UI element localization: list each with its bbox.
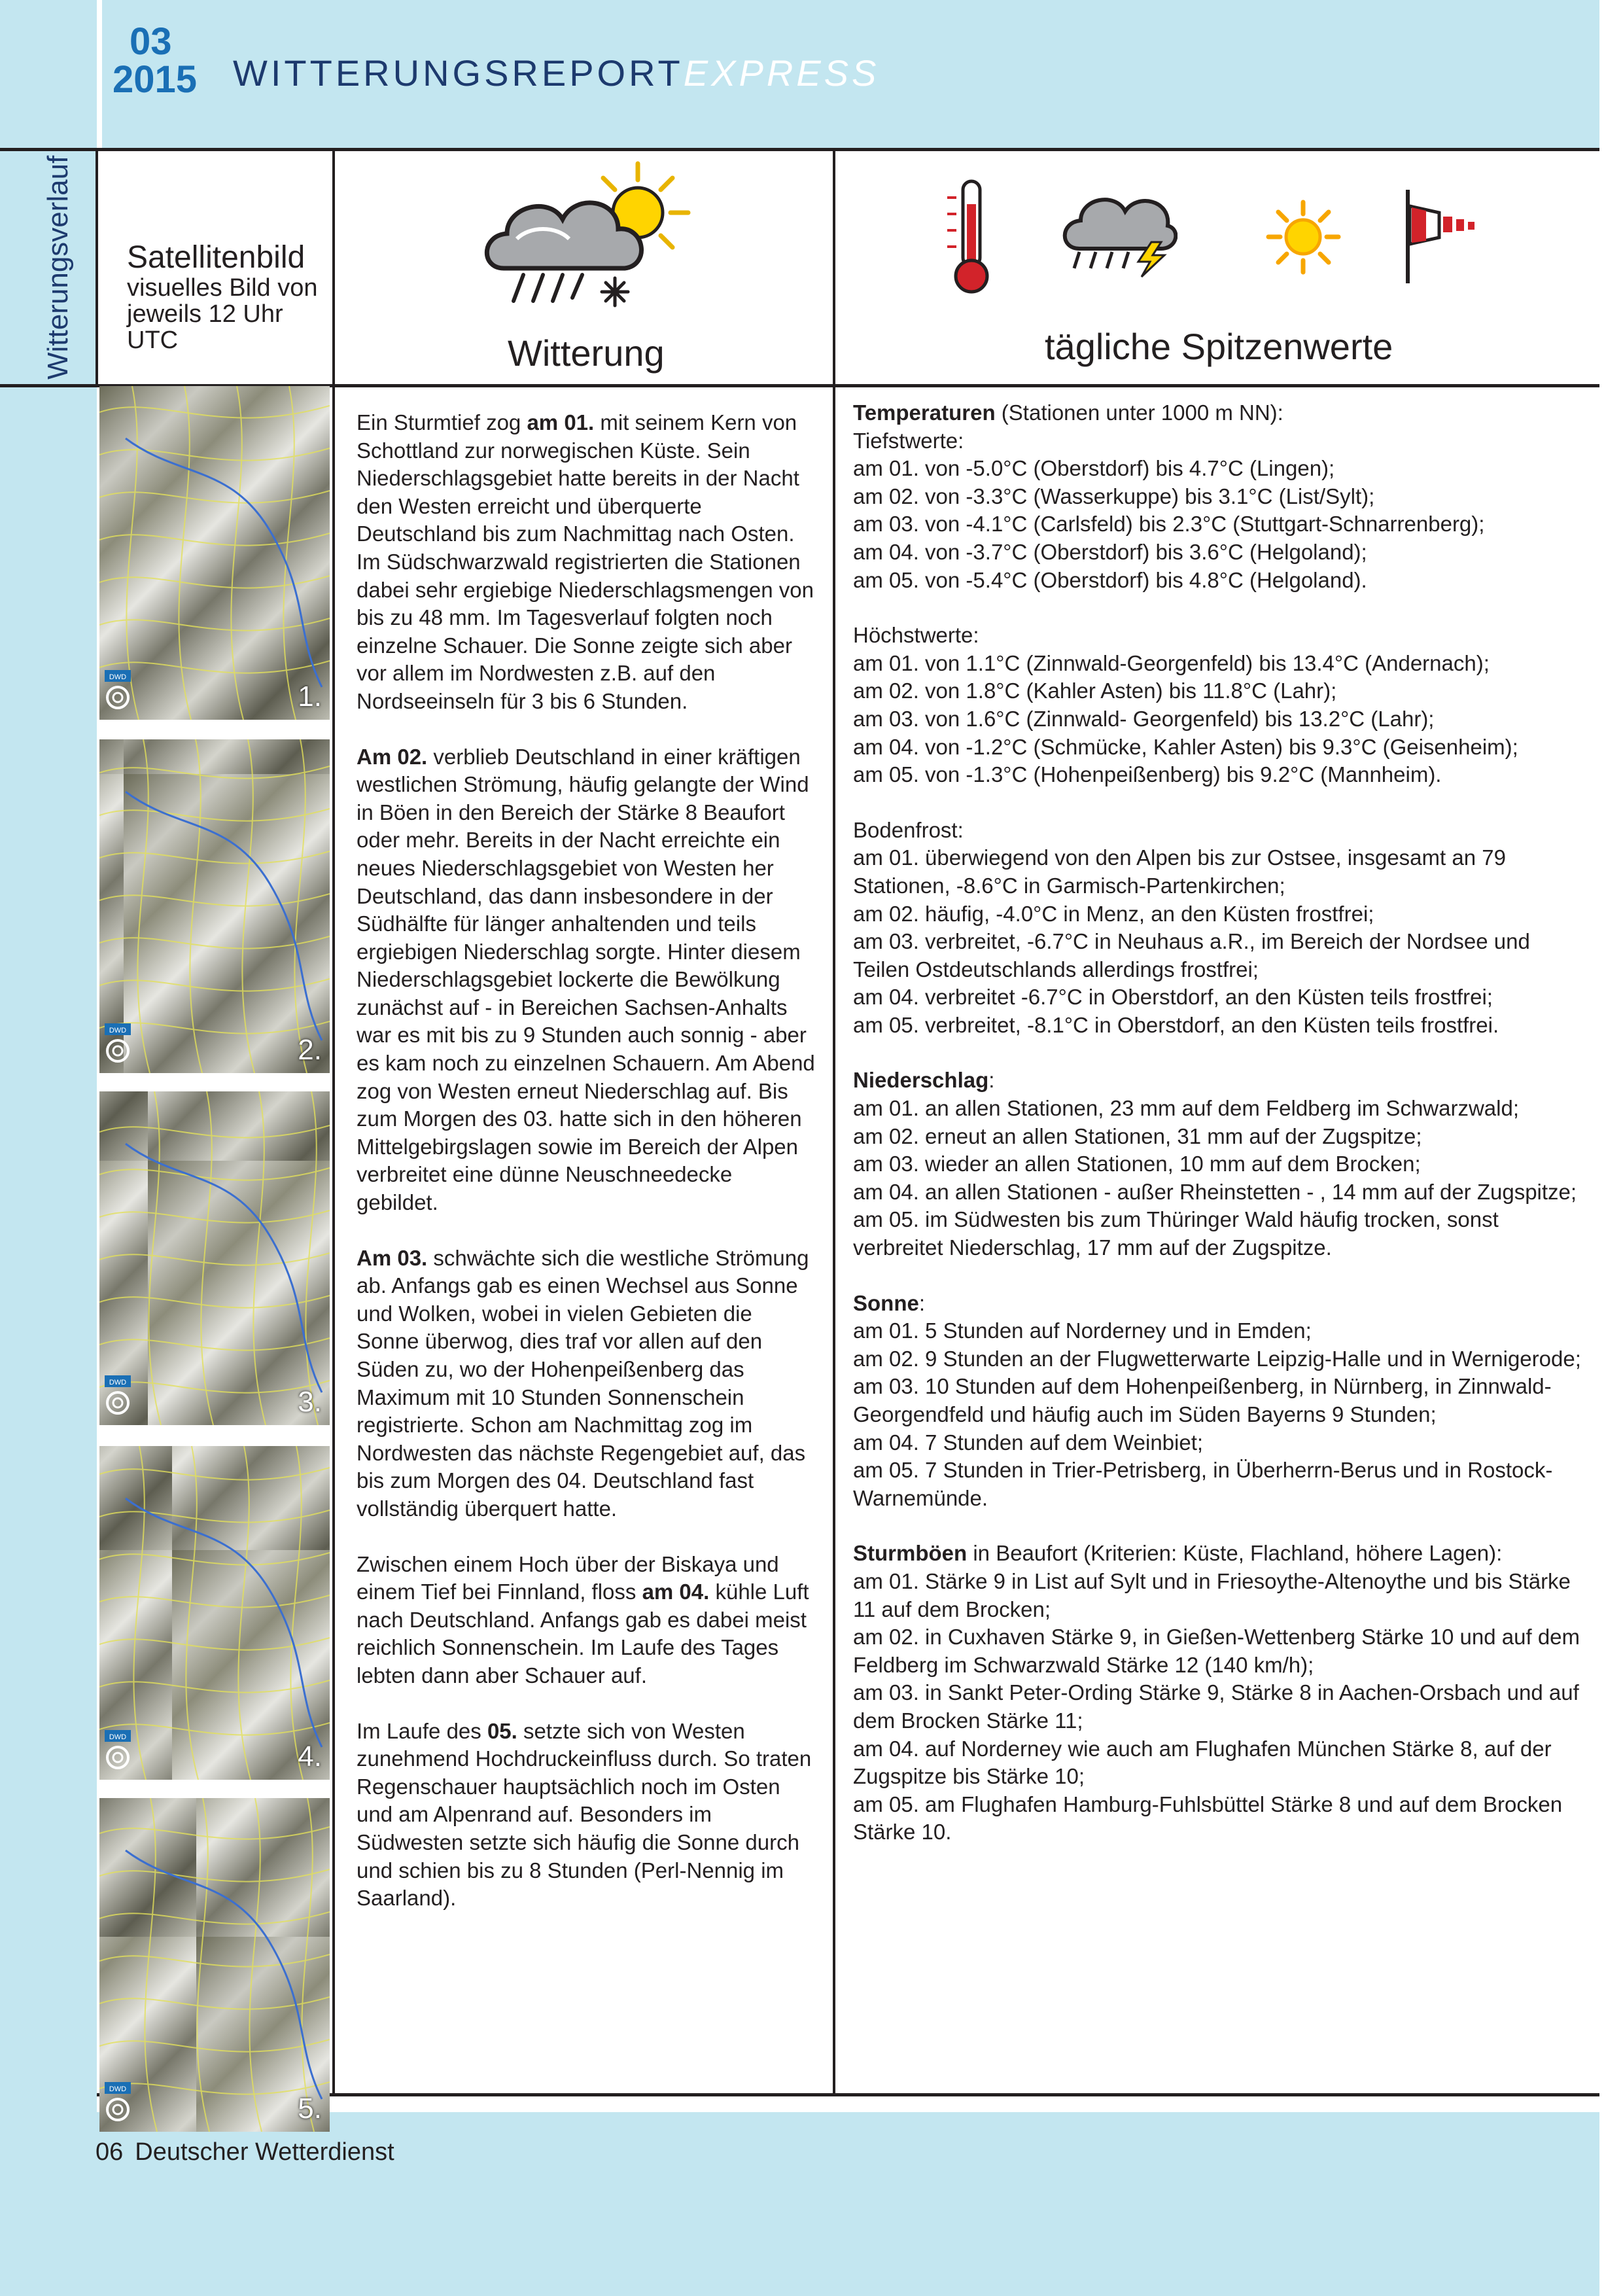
peaks-line: am 05. von -1.3°C (Hohenpeißenberg) bis 9.2°C (Mannheim). [853, 762, 1442, 787]
satellite-image [99, 739, 330, 1073]
satellite-image-label: 3. [298, 1386, 322, 1418]
date-highlight: Am 03. [357, 1245, 428, 1270]
satellite-image-label: 5. [298, 2093, 322, 2125]
weather-paragraph: Am 02. verblieb Deutschland in einer kräftigen westlichen Strömung, häufig gelangte der Wind in Böen in den Bereich der Stärke 8 Beaufort oder mehr. Bereits in der Nacht erreichte ein neues Niederschlagsgebiet von Westen her Deutschland, das dann insbesondere in der Südhälfte für länger anhaltenden und teils ergiebigen Niederschlag sorgte. Hinter diesem Niederschlagsgebiet lockerte die Bewölkung zunächst auf - in Bereichen Sachsen-Anhalts war es mit bis zu 9 Stunden auch sonnig - aber es kam noch zu einzelnen Schauern. Am Abend zog von Westen erneut Niederschlag auf. Bis zum Morgen des 03. hatte sich in den höheren Mittelgebirgslagen sowie im Bereich der Alpen verbreitet eine dünne Neuschneedecke gebildet. [357, 744, 815, 1215]
peaks-line: am 05. am Flughafen Hamburg-Fuhlsbüttel Stärke 8 und auf dem Brocken Stärke 10. [853, 1792, 1563, 1845]
peaks-line: am 04. auf Norderney wie auch am Flughafen München Stärke 8, auf der Zugspitze bis Stärke 10; [853, 1736, 1552, 1789]
peaks-section [853, 399, 1586, 594]
peaks-line: am 02. von 1.8°C (Kahler Asten) bis 11.8°C (Lahr); [853, 679, 1337, 703]
peaks-line: am 01. Stärke 9 in List auf Sylt und in Friesoythe-Altenoythe und bis Stärke 11 auf dem Brocken; [853, 1568, 1571, 1621]
peaks-line: am 03. verbreitet, -6.7°C in Neuhaus a.R., im Bereich der Nordsee und Teilen Ostdeutschlands allerdings frostfrei; [853, 929, 1530, 981]
satellite-image-label: 1. [298, 680, 322, 713]
weather-paragraph: Am 03. schwächte sich die westliche Strömung ab. Anfangs gab es einen Wechsel aus Sonne und Wolken, wobei in vielen Gebieten die Sonne überwog, dies traf vor allen auf den Süden zu, wo der Hohenpeißenberg das Maximum mit 10 Stunden Sonnenschein registrierte. Schon am Nachmittag zog im Nordwesten das nächste Regengebiet auf, das bis zum Morgen des 04. Deutschland fast vollständig überquert hatte. [357, 1245, 809, 1521]
satellite-title: Satellitenbild [127, 240, 305, 275]
satellite-image [99, 386, 330, 720]
masthead-title [233, 54, 879, 93]
peaks-section-heading: Bodenfrost: [853, 817, 964, 842]
date-highlight: am 04. [642, 1580, 710, 1604]
side-label: Witterungsverlauf [42, 155, 74, 380]
peaks-section [853, 1290, 1586, 1513]
masthead-accent: EXPRESS [683, 52, 880, 94]
peaks-column-heading: tägliche Spitzenwerte [1045, 326, 1393, 367]
satellite-borders [99, 386, 330, 720]
dwd-logo-icon [105, 2082, 131, 2124]
dwd-logo-icon [105, 1023, 131, 1065]
peaks-line: Tiefstwerte: [853, 428, 964, 453]
publisher-name: Deutscher Wetterdienst [135, 2138, 394, 2166]
peaks-line: am 04. verbreitet -6.7°C in Oberstdorf, an den Küsten teils frostfrei; [853, 985, 1493, 1010]
peaks-line: am 03. 10 Stunden auf dem Hohenpeißenberg, in Nürnberg, in Zinnwald-Georgendfeld und häufig auch im Süden Bayerns 9 Stunden; [853, 1374, 1552, 1426]
satellite-subtitle: visuelles Bild von jeweils 12 Uhr UTC [127, 274, 318, 354]
satellite-image-label: 4. [298, 1740, 322, 1773]
satellite-borders [99, 739, 330, 1073]
svg-text:DWD: DWD [109, 1379, 127, 1386]
divider-right [833, 149, 835, 2095]
date-highlight: Am 02. [357, 744, 428, 769]
peaks-line: am 04. an allen Stationen - außer Rheinstetten - , 14 mm auf der Zugspitze; [853, 1179, 1577, 1204]
peaks-line: am 02. 9 Stunden an der Flugwetterwarte Leipzig-Halle und in Wernigerode; [853, 1346, 1581, 1371]
peaks-section [853, 1540, 1586, 1846]
peaks-section-heading: Sonne: [853, 1290, 926, 1315]
weather-column-heading: Witterung [508, 332, 665, 374]
section-title: Sonne [853, 1290, 919, 1315]
peaks-section-heading: Niederschlag: [853, 1068, 995, 1093]
peaks-line: am 02. in Cuxhaven Stärke 9, in Gießen-Wettenberg Stärke 10 und auf dem Feldberg im Schwarzwald Stärke 12 (140 km/h); [853, 1625, 1580, 1677]
peaks-line: am 05. im Südwesten bis zum Thüringer Wald häufig trocken, sonst verbreitet Niederschlag, 17 mm auf der Zugspitze. [853, 1207, 1499, 1260]
peaks-line: am 04. 7 Stunden auf dem Weinbiet; [853, 1430, 1204, 1455]
left-margin-band [0, 149, 97, 2112]
satellite-borders [99, 1446, 330, 1780]
windsock-icon [1400, 186, 1492, 285]
peaks-section [853, 622, 1586, 789]
satellite-image [99, 1446, 330, 1780]
satellite-image-label: 2. [298, 1034, 322, 1066]
peaks-line: am 03. wieder an allen Stationen, 10 mm auf dem Brocken; [853, 1152, 1421, 1176]
satellite-image [99, 1091, 330, 1425]
peaks-section [853, 1067, 1586, 1262]
peaks-line: am 03. von -4.1°C (Carlsfeld) bis 2.3°C (Stuttgart-Schnarrenberg); [853, 512, 1485, 537]
page-footer [96, 2138, 406, 2166]
peaks-line: am 01. von -5.0°C (Oberstdorf) bis 4.7°C (Lingen); [853, 456, 1335, 481]
peaks-section-heading: Temperaturen (Stationen unter 1000 m NN): [853, 400, 1283, 425]
issue-year: 2015 [113, 58, 198, 101]
dwd-logo-icon [105, 670, 131, 712]
weather-paragraph: Zwischen einem Hoch über der Biskaya und einem Tief bei Finnland, floss am 04. kühle Luft nach Deutschland. Anfangs gab es dabei meist reichlich Sonnenschein. Im Laufe des Tages lebten dann aber Schauer auf. [357, 1551, 809, 1687]
header-accent-bar [97, 0, 102, 149]
sun-icon [1266, 200, 1341, 275]
peaks-line: am 04. von -3.7°C (Oberstdorf) bis 3.6°C (Helgoland); [853, 539, 1367, 564]
dwd-logo-icon [105, 1730, 131, 1772]
peaks-line: am 03. in Sankt Peter-Ording Stärke 9, Stärke 8 in Aachen-Orsbach und auf dem Brocken Stärke 11; [853, 1680, 1579, 1733]
peaks-line: am 01. überwiegend von den Alpen bis zur Ostsee, insgesamt an 79 Stationen, -8.6°C in Garmisch-Partenkirchen; [853, 845, 1506, 898]
svg-text:DWD: DWD [109, 2085, 127, 2093]
peaks-section-heading: Höchstwerte: [853, 623, 979, 648]
peaks-section [853, 817, 1586, 1040]
peaks-line: am 05. 7 Stunden in Trier-Petrisberg, in Überherrn-Berus und in Rostock-Warnemünde. [853, 1458, 1553, 1510]
peaks-section-heading: Sturmböen in Beaufort (Kriterien: Küste, Flachland, höhere Lagen): [853, 1541, 1503, 1566]
peaks-line: am 01. 5 Stunden auf Norderney und in Emden; [853, 1318, 1312, 1343]
rule-top [0, 148, 1599, 151]
peaks-line: am 03. von 1.6°C (Zinnwald- Georgenfeld) bis 13.2°C (Lahr); [853, 706, 1435, 731]
peaks-line: am 02. von -3.3°C (Wasserkuppe) bis 3.1°C (List/Sylt); [853, 484, 1375, 508]
satellite-image [99, 1798, 330, 2132]
thunderstorm-cloud-icon [1060, 186, 1178, 278]
satellite-borders [99, 1091, 330, 1425]
svg-text:DWD: DWD [109, 1027, 127, 1034]
issue-number: 03 [130, 20, 172, 63]
divider-margin [96, 149, 98, 386]
thermometer-icon [942, 178, 1001, 296]
page-number: 06 [96, 2138, 124, 2166]
svg-text:DWD: DWD [109, 1733, 127, 1741]
section-title: Temperaturen [853, 400, 996, 425]
date-highlight: am 01. [527, 410, 595, 434]
divider-left [332, 149, 335, 2095]
peaks-line: am 05. verbreitet, -8.1°C in Oberstdorf, an den Küsten teils frostfrei. [853, 1012, 1499, 1037]
weather-paragraph: Ein Sturmtief zog am 01. mit seinem Kern von Schottland zur norwegischen Küste. Sein Niederschlagsgebiet hatte bereits in der Nacht den Westen erreicht und überquerte Deutschland bis zum Nachmittag nach Osten. Im Südschwarzwald registrierten die Stationen dabei sehr ergiebige Niederschlagsmengen von bis zu 48 mm. Im Tagesverlauf folgten noch einzelne Schauer. Die Sonne zeigte sich aber vor allem im Nordwesten z.B. auf den Nordseeinseln für 3 bis 6 Stunden. [357, 410, 814, 713]
peaks-line: am 02. erneut an allen Stationen, 31 mm auf der Zugspitze; [853, 1123, 1422, 1148]
cloud-sun-rain-snow-icon [478, 160, 693, 311]
weather-text [357, 409, 818, 1940]
peaks-line: am 04. von -1.2°C (Schmücke, Kahler Asten) bis 9.3°C (Geisenheim); [853, 734, 1518, 759]
weather-paragraph: Im Laufe des 05. setzte sich von Westen zunehmend Hochdruckeinfluss durch. So traten Regenschauer hauptsächlich noch im Osten und am Alpenrand auf. Besonders im Südwesten setzte sich häufig die Sonne durch und schien bis zu 8 Stunden (Perl-Nennig im Saarland). [357, 1718, 812, 1911]
masthead-main: WITTERUNGSREPORT [233, 52, 684, 94]
peaks-line: am 02. häufig, -4.0°C in Menz, an den Küsten frostfrei; [853, 901, 1374, 926]
peaks-line: am 01. an allen Stationen, 23 mm auf dem Feldberg im Schwarzwald; [853, 1096, 1520, 1121]
svg-text:DWD: DWD [109, 673, 127, 681]
peaks-line: am 01. von 1.1°C (Zinnwald-Georgenfeld) bis 13.4°C (Andernach); [853, 650, 1490, 675]
date-highlight: 05. [487, 1718, 517, 1743]
dwd-logo-icon [105, 1375, 131, 1417]
section-title: Sturmböen [853, 1541, 968, 1566]
section-title: Niederschlag [853, 1068, 989, 1093]
peaks-text [853, 399, 1586, 1874]
satellite-borders [99, 1798, 330, 2132]
peaks-line: am 05. von -5.4°C (Oberstdorf) bis 4.8°C (Helgoland). [853, 567, 1367, 592]
